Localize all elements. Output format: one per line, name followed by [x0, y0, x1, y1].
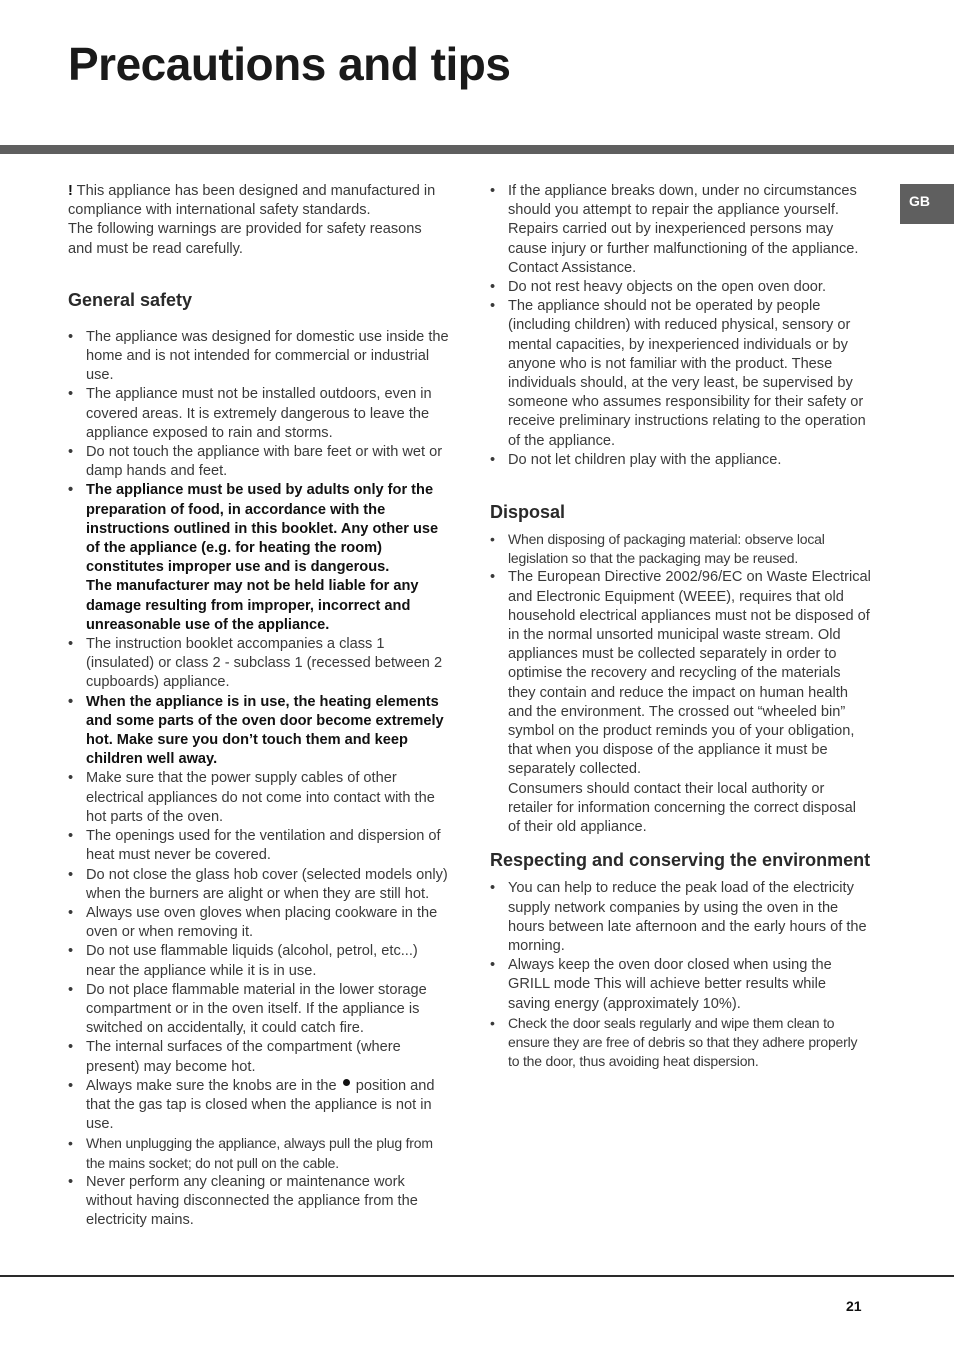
consumer-contact-text: Consumers should contact their local authority or retailer for information concerning the correct disposal of their old appliance. [508, 780, 856, 836]
disposal-heading: Disposal [490, 502, 566, 523]
intro-text-2: The following warnings are provided for safety reasons and must be read carefully. [68, 221, 422, 257]
list-item: • The instruction booklet accompanies a class 1 (insulated) or class 2 - subclass 1 (recessed between 2 cupboards) appliance. [68, 635, 450, 693]
page-number: 21 [846, 1298, 862, 1314]
list-item: • The internal surfaces of the compartment (where present) may become hot. [68, 1038, 450, 1076]
list-item: • The appliance must not be installed outdoors, even in covered areas. It is extremely dangerous to leave the appliance exposed to rain and storms. [68, 385, 450, 443]
list-item: • The appliance was designed for domestic use inside the home and is not intended for commercial or industrial use. [68, 328, 450, 386]
bold-warning-text: The appliance must be used by adults only for the preparation of food, in accordance with the instructions outlined in this booklet. Any other use of the appliance (e.g. for heating the room) constitutes improper use and is dangerous. [86, 482, 439, 576]
list-item: • Do not place flammable material in the lower storage compartment or in the oven itself. If the appliance is switched on accidentally, it could catch fire. [68, 981, 450, 1039]
safety-list-continued [490, 182, 872, 470]
footer-divider [0, 1275, 954, 1277]
list-item: • Check the door seals regularly and wipe them clean to ensure they are free of debris so that they adhere properly to the door, thus avoiding heat dispersion. [490, 1014, 872, 1072]
list-item: • Do not close the glass hob cover (selected models only) when the burners are alight or when they are still hot. [68, 866, 450, 904]
list-item: • If the appliance breaks down, under no circumstances should you attempt to repair the appliance yourself. Repairs carried out by inexperienced persons may cause injury or further malfunctioning of the appliance. Contact Assistance. [490, 182, 872, 278]
list-item: • Do not use flammable liquids (alcohol, petrol, etc...) near the appliance while it is in use. [68, 942, 450, 980]
list-item: • Do not let children play with the appliance. [490, 451, 872, 470]
disposal-list [490, 530, 872, 837]
header-divider [0, 145, 954, 154]
list-item: • The openings used for the ventilation and dispersion of heat must never be covered. [68, 827, 450, 865]
list-item: • Always keep the oven door closed when using the GRILL mode This will achieve better results while saving energy (approximately 10%). [490, 956, 872, 1014]
knob-text-start: Always make sure the knobs are in the [86, 1077, 337, 1094]
general-safety-list [68, 328, 450, 1231]
intro-text: This appliance has been designed and manufactured in compliance with international safety standards. [68, 183, 436, 219]
intro-paragraph [68, 182, 450, 259]
knob-text-end: position and that the gas tap is closed when the appliance is not in use. [86, 1077, 435, 1133]
list-item: • The appliance should not be operated by people (including children) with reduced physical, sensory or mental capacities, by inexperienced individuals or by anyone who is not familiar with the product. These individuals should, at the very least, be supervised by someone who assumes responsibility for their safety or receive preliminary instructions relating to the operation of the appliance. [490, 297, 872, 451]
list-item [68, 1077, 450, 1135]
list-item: • Always use oven gloves when placing cookware in the oven or when removing it. [68, 904, 450, 942]
list-item: • Do not rest heavy objects on the open oven door. [490, 278, 872, 297]
list-item [490, 568, 872, 837]
right-column [490, 182, 872, 1071]
list-item: • Make sure that the power supply cables of other electrical appliances do not come into contact with the hot parts of the oven. [68, 769, 450, 827]
left-column [68, 182, 450, 1230]
list-item: • Never perform any cleaning or maintenance work without having disconnected the appliance from the electricity mains. [68, 1173, 450, 1231]
liability-text: The manufacturer may not be held liable for any damage resulting from improper, incorrect and unreasonable use of the appliance. [86, 578, 419, 633]
list-item [68, 481, 450, 635]
list-item: • When disposing of packaging material: observe local legislation so that the packaging may be reused. [490, 530, 872, 568]
general-safety-heading: General safety [68, 289, 193, 310]
environment-heading: Respecting and conserving the environment [490, 850, 871, 871]
list-item: • You can help to reduce the peak load of the electricity supply network companies by using the oven in the hours between late afternoon and the early hours of the morning. [490, 879, 872, 956]
language-tab: GB [900, 184, 954, 224]
weee-text: The European Directive 2002/96/EC on Waste Electrical and Electronic Equipment (WEEE), requires that old household electrical appliances must not be disposed of in the normal unsorted municipal waste stream. Old appliances must be collected separately in order to optimise the recovery and recycling of the materials they contain and reduce the impact on human health and the environment. The crossed out “wheeled bin” symbol on the product reminds you of your obligation, that when you dispose of the appliance it must be separately collected. [508, 569, 871, 778]
list-item: • When the appliance is in use, the heating elements and some parts of the oven door become extremely hot. Make sure you don’t touch them and keep children well away. [68, 693, 450, 770]
page-title: Precautions and tips [68, 38, 511, 90]
warning-mark: ! [68, 183, 73, 199]
knob-off-position-icon [343, 1079, 350, 1086]
list-item: • Do not touch the appliance with bare feet or with wet or damp hands and feet. [68, 443, 450, 481]
list-item: • When unplugging the appliance, always pull the plug from the mains socket; do not pull on the cable. [68, 1134, 450, 1172]
environment-list [490, 879, 872, 1071]
